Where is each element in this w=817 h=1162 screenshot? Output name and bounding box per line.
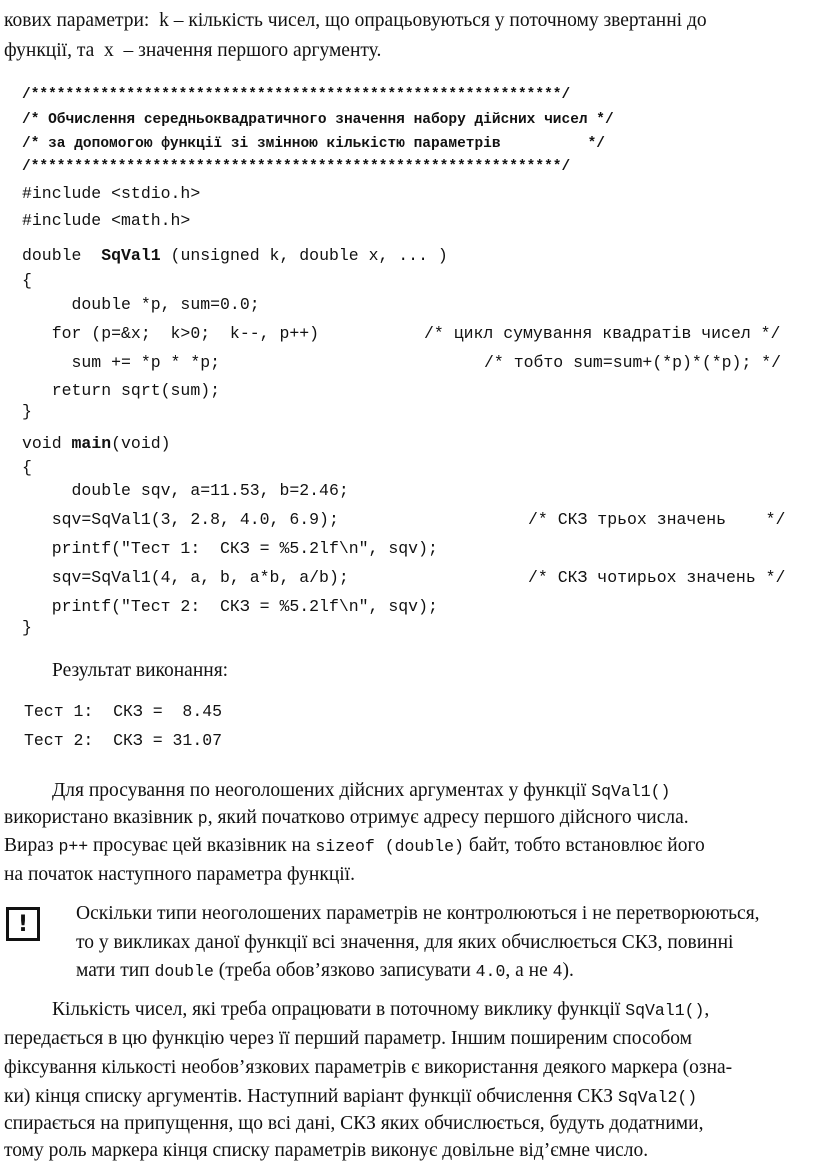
code-return: return sqrt(sum); (22, 381, 221, 400)
note-line-3 (76, 961, 574, 981)
code-brace-close-1: } (22, 402, 32, 421)
note-line-2: то у викликах даної функції всі значення, для яких обчислюється СКЗ, повинні (76, 932, 734, 953)
para2-line-1 (52, 1000, 709, 1020)
code-for: for (p=&x; k>0; k--, p++) (22, 324, 320, 343)
para1-text-2a: використано вказівник (4, 807, 198, 828)
para2-code-sqval2: SqVal2() (617, 1088, 698, 1107)
para1-text-3e: байт, тобто встановлює його (463, 835, 705, 856)
comment-line-1: /* Обчислення середньоквадратичного значення набору дійсних чисел */ (22, 112, 614, 128)
para1-text-3c: просуває цей вказівник на (88, 835, 316, 856)
para1-line-4: на початок наступного параметра функції. (4, 864, 355, 885)
para1-line-2 (4, 808, 689, 828)
para1-text-1a: Для просування по неоголошених дійсних аргументах у функції (52, 780, 592, 801)
main-pre: void (22, 434, 72, 453)
code-sum-comment: /* тобто sum=sum+(*p)*(*p); */ (484, 353, 782, 372)
intro-line-1: кових параметри: k – кількість чисел, що опрацьовуються у поточному звертанні до (4, 10, 707, 31)
sig-function-name: SqVal1 (101, 246, 161, 265)
note-code-4: 4 (552, 962, 563, 981)
code-brace-open-2: { (22, 458, 32, 477)
code-sum: sum += *p * *p; (22, 353, 221, 372)
para2-line-2: передається в цю функцію через її перший параметр. Іншим поширеним способом (4, 1028, 693, 1049)
sig-post: (unsigned k, double x, ... ) (160, 246, 448, 265)
code-main-signature (22, 436, 171, 453)
code-include-stdio: #include <stdio.h> (22, 184, 201, 203)
code-printf-2: printf("Тест 2: СКЗ = %5.2lf\n", sqv); (22, 597, 438, 616)
result-label: Результат виконання: (52, 660, 229, 681)
note-text-3e: , а не (505, 960, 553, 981)
para2-text-4a: ки) кінця списку аргументів. Наступний варіант функції обчислення СКЗ (4, 1086, 618, 1107)
code-decl-2: double sqv, a=11.53, b=2.46; (22, 481, 349, 500)
code-call-1: sqv=SqVal1(3, 2.8, 4.0, 6.9); (22, 510, 339, 529)
code-call-1-comment: /* СКЗ трьох значень */ (528, 510, 786, 529)
para2-line-4 (4, 1087, 697, 1107)
note-code-double: double (154, 962, 214, 981)
para2-line-6: тому роль маркера кінця списку параметрів виконує довільне від’ємне число. (4, 1140, 649, 1161)
para1-text-3a: Вираз (4, 835, 59, 856)
note-text-3g: ). (562, 960, 574, 981)
result-output-1: Тест 1: СКЗ = 8.45 (24, 702, 223, 721)
code-for-comment: /* цикл сумування квадратів чисел */ (424, 324, 781, 343)
comment-line-2: /* за допомогою функції зі змінною кількістю параметрів */ (22, 136, 605, 152)
para1-code-sizeof: sizeof (double) (315, 837, 464, 856)
para2-code-sqval1: SqVal1() (625, 1001, 705, 1020)
para1-line-3 (4, 836, 705, 856)
para1-text-2c: , який початково отримує адресу першого дійсного числа. (207, 807, 689, 828)
comment-border-top: /*************************************************************/ (22, 87, 571, 103)
result-output-2: Тест 2: СКЗ = 31.07 (24, 731, 223, 750)
para2-line-3: фіксування кількості необов’язкових параметрів є використання деякого маркера (озна- (4, 1057, 733, 1078)
code-brace-close-2: } (22, 618, 32, 637)
main-post: (void) (111, 434, 171, 453)
note-text-3c: (треба обов’язково записувати (213, 960, 476, 981)
note-text-3a: мати тип (76, 960, 155, 981)
code-function-signature (22, 248, 448, 265)
para1-code-pinc: p++ (58, 837, 89, 856)
comment-border-bottom: /*************************************************************/ (22, 159, 571, 175)
note-code-4-0: 4.0 (475, 962, 506, 981)
main-function-name: main (71, 434, 112, 453)
note-line-1: Оскільки типи неоголошених параметрів не контролюються і не перетворюються, (76, 903, 760, 924)
para2-text-1c: , (704, 999, 710, 1020)
code-call-2: sqv=SqVal1(4, a, b, a*b, a/b); (22, 568, 349, 587)
para1-code-p: p (197, 809, 208, 828)
para1-code-sqval1: SqVal1() (591, 782, 671, 801)
para2-text-1a: Кількість чисел, які треба опрацювати в поточному виклику функції (52, 999, 626, 1020)
intro-line-2: функції, та x – значення першого аргументу. (4, 40, 382, 61)
code-decl: double *p, sum=0.0; (22, 295, 260, 314)
para1-line-1 (52, 781, 670, 801)
para2-line-5: спирається на припущення, що всі дані, СКЗ яких обчислюється, будуть додатними, (4, 1113, 704, 1134)
code-brace-open-1: { (22, 271, 32, 290)
code-call-2-comment: /* СКЗ чотирьох значень */ (528, 568, 786, 587)
code-include-math: #include <math.h> (22, 211, 191, 230)
warning-icon: ! (6, 907, 40, 941)
code-printf-1: printf("Тест 1: СКЗ = %5.2lf\n", sqv); (22, 539, 438, 558)
sig-pre: double (22, 246, 102, 265)
